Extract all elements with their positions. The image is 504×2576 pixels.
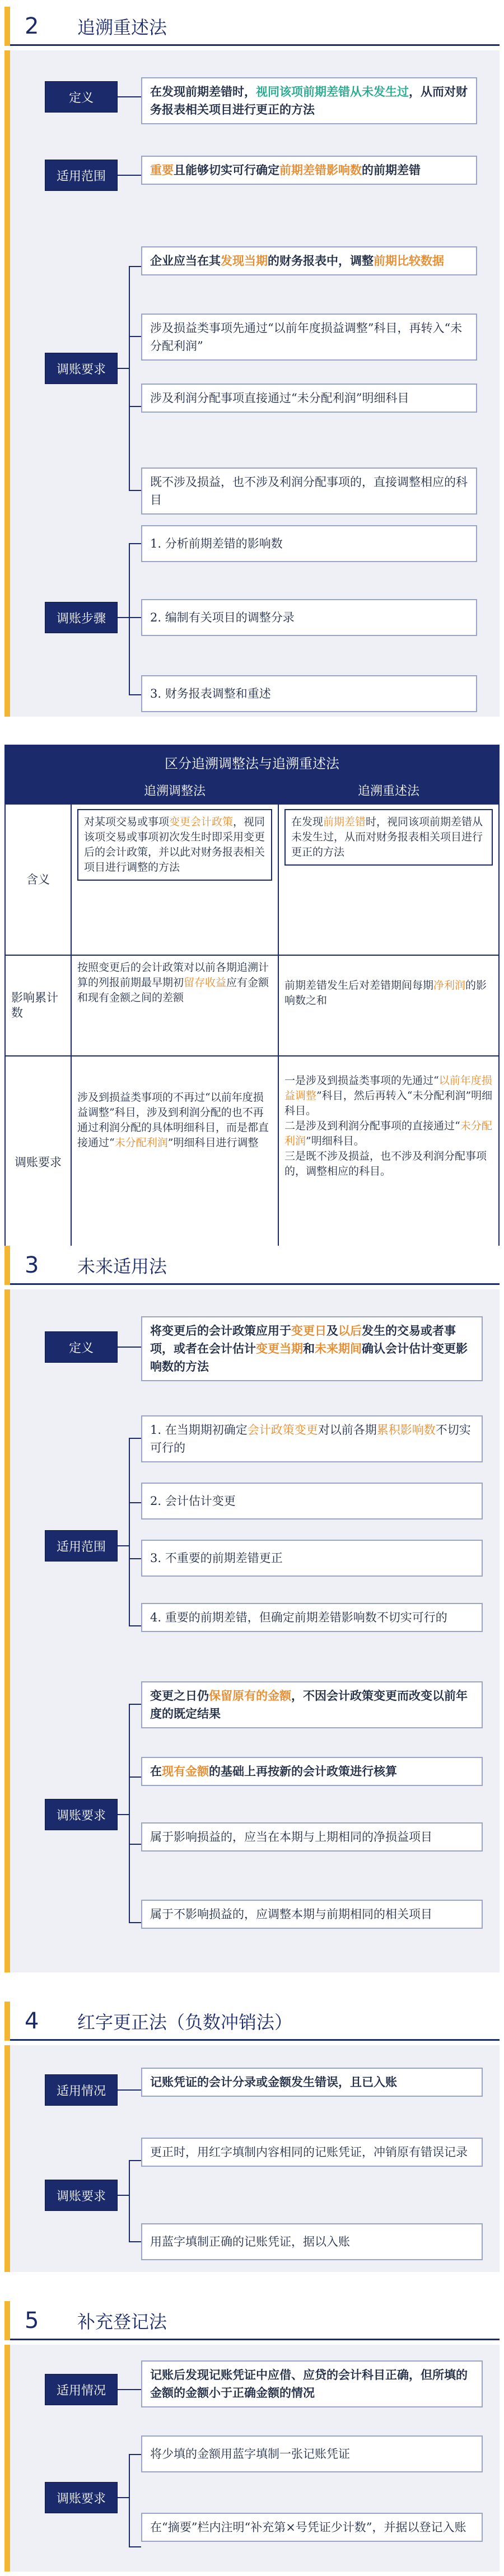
label-definition: 定义 bbox=[45, 1331, 118, 1363]
requirement-3: 涉及利润分配事项直接通过“未分配利润”明细科目 bbox=[141, 384, 477, 413]
label-definition: 定义 bbox=[45, 81, 118, 113]
section-2-panel bbox=[4, 50, 500, 717]
table-cell: 前期差错发生后对差错期间每期净利润的影响数之和 bbox=[278, 956, 498, 1055]
requirement-1: 将少填的金额用蓝字填制一张记账凭证 bbox=[141, 2435, 483, 2472]
table-cell: 涉及到损益类事项的不再过“以前年度损益调整”科目，涉及到利润分配的也不再通过利润分配的具体明细科目，而是都直接通过“未分配利润”明细科目进行调整 bbox=[71, 1056, 278, 1268]
table-cell: 按照变更后的会计政策对以前各期追溯计算的列报前期最早期初留存收益应有金额和现有金额之间的差额 bbox=[71, 956, 278, 1055]
table-cell: 一是涉及到损益类事项的先通过“以前年度损益调整”科目，然后再转入“未分配利润”明细科目。 二是涉及到利润分配事项的直接通过“未分配利润”明细科目。 三是既不涉及损益，也不涉及利润分配事项的，调整相应的科目。 bbox=[278, 1056, 498, 1268]
section-3-header bbox=[4, 1246, 500, 1285]
requirement-1: 更正时，用红字填制内容相同的记账凭证，冲销原有错误记录 bbox=[141, 2138, 483, 2167]
step-2: 2. 编制有关项目的调整分录 bbox=[141, 599, 477, 636]
label-requirement: 调账要求 bbox=[45, 2482, 118, 2513]
definition-note: 在发现前期差错时，视同该项前期差错从未发生过，从而对财务报表相关项目进行更正的方法 bbox=[141, 77, 477, 124]
section-number: 2 bbox=[25, 13, 39, 39]
definition-note: 将变更后的会计政策应用于变更日及以后发生的交易或者事项，或者在会计估计变更当期和未来期间确认会计估计变更影响数的方法 bbox=[141, 1316, 483, 1381]
table-row bbox=[6, 955, 498, 1055]
label-applicable: 适用情况 bbox=[45, 2074, 118, 2106]
requirement-3: 属于影响损益的，应当在本期与上期相同的净损益项目 bbox=[141, 1822, 483, 1852]
section-4-panel bbox=[4, 2045, 500, 2272]
section-number: 3 bbox=[25, 1252, 39, 1278]
requirement-1: 企业应当在其发现当期的财务报表中，调整前期比较数据 bbox=[141, 246, 477, 275]
scope-note: 记账后发现记账凭证中应借、应贷的会计科目正确，但所填的金额的金额小于正确金额的情况 bbox=[141, 2360, 483, 2407]
requirement-2: 涉及损益类事项先通过“以前年度损益调整”科目，再转入“未分配利润” bbox=[141, 314, 477, 361]
row-label: 含义 bbox=[26, 872, 50, 886]
table-title: 区分追溯调整法与追溯重述法 bbox=[6, 746, 498, 778]
label-steps: 调账步骤 bbox=[45, 602, 118, 633]
label-requirement: 调账要求 bbox=[45, 353, 118, 384]
scope-1: 1. 在当期期初确定会计政策变更对以前各期累积影响数不切实可行的 bbox=[141, 1415, 483, 1462]
section-title: 追溯重述法 bbox=[77, 17, 167, 38]
row-label: 影响累计数 bbox=[11, 991, 58, 1020]
section-title: 红字更正法（负数冲销法） bbox=[77, 2012, 293, 2033]
step-3: 3. 财务报表调整和重述 bbox=[141, 675, 477, 712]
scope-note: 记账凭证的会计分录或金额发生错误，且已入账 bbox=[141, 2068, 483, 2097]
table-row bbox=[6, 1055, 498, 1268]
section-3-panel bbox=[4, 1289, 500, 1972]
label-scope: 适用范围 bbox=[45, 1530, 118, 1562]
comparison-table bbox=[4, 745, 500, 1269]
section-number: 5 bbox=[25, 2308, 39, 2334]
section-5-panel bbox=[4, 2345, 500, 2572]
section-5-header bbox=[4, 2301, 500, 2340]
header-retrospective-adjustment: 追溯调整法 bbox=[71, 779, 278, 803]
table-header-row bbox=[6, 778, 498, 803]
scope-note: 重要且能够切实可行确定前期差错影响数的前期差错 bbox=[141, 156, 477, 185]
requirement-2: 用蓝字填制正确的记账凭证，据以入账 bbox=[141, 2223, 483, 2260]
section-title: 补充登记法 bbox=[77, 2311, 167, 2332]
scope-2: 2. 会计估计变更 bbox=[141, 1483, 483, 1520]
scope-3: 3. 不重要的前期差错更正 bbox=[141, 1540, 483, 1577]
table-cell: 对某项交易或事项变更会计政策，视同该项交易或事项初次发生时即采用变更后的会计政策，并以此对财务报表相关项目进行调整的方法 bbox=[71, 805, 278, 955]
requirement-1: 变更之日仍保留原有的金额，不因会计政策变更而改变以前年度的既定结果 bbox=[141, 1681, 483, 1728]
label-requirement: 调账要求 bbox=[45, 2180, 118, 2211]
requirement-2: 在现有金额的基础上再按新的会计政策进行核算 bbox=[141, 1757, 483, 1786]
table-cell: 在发现前期差错时，视同该项前期差错从未发生过，从而对财务报表相关项目进行更正的方法 bbox=[278, 805, 498, 955]
row-label: 调账要求 bbox=[15, 1155, 62, 1169]
label-applicable: 适用情况 bbox=[45, 2374, 118, 2405]
requirement-4: 既不涉及损益，也不涉及利润分配事项的，直接调整相应的科目 bbox=[141, 467, 477, 515]
header-retrospective-restatement: 追溯重述法 bbox=[278, 779, 498, 803]
section-title: 未来适用法 bbox=[77, 1256, 167, 1277]
section-2-header bbox=[4, 7, 500, 46]
requirement-4: 属于不影响损益的，应调整本期与前期相同的相关项目 bbox=[141, 1900, 483, 1929]
section-number: 4 bbox=[25, 2008, 39, 2034]
requirement-2: 在“摘要”栏内注明“补充第×号凭证少计数”，并据以登记入账 bbox=[141, 2513, 483, 2542]
table-row bbox=[6, 803, 498, 955]
label-requirement: 调账要求 bbox=[45, 1799, 118, 1830]
section-4-header bbox=[4, 2002, 500, 2041]
step-1: 1. 分析前期差错的影响数 bbox=[141, 525, 477, 562]
label-scope: 适用范围 bbox=[45, 160, 118, 191]
scope-4: 4. 重要的前期差错，但确定前期差错影响数不切实可行的 bbox=[141, 1603, 483, 1632]
